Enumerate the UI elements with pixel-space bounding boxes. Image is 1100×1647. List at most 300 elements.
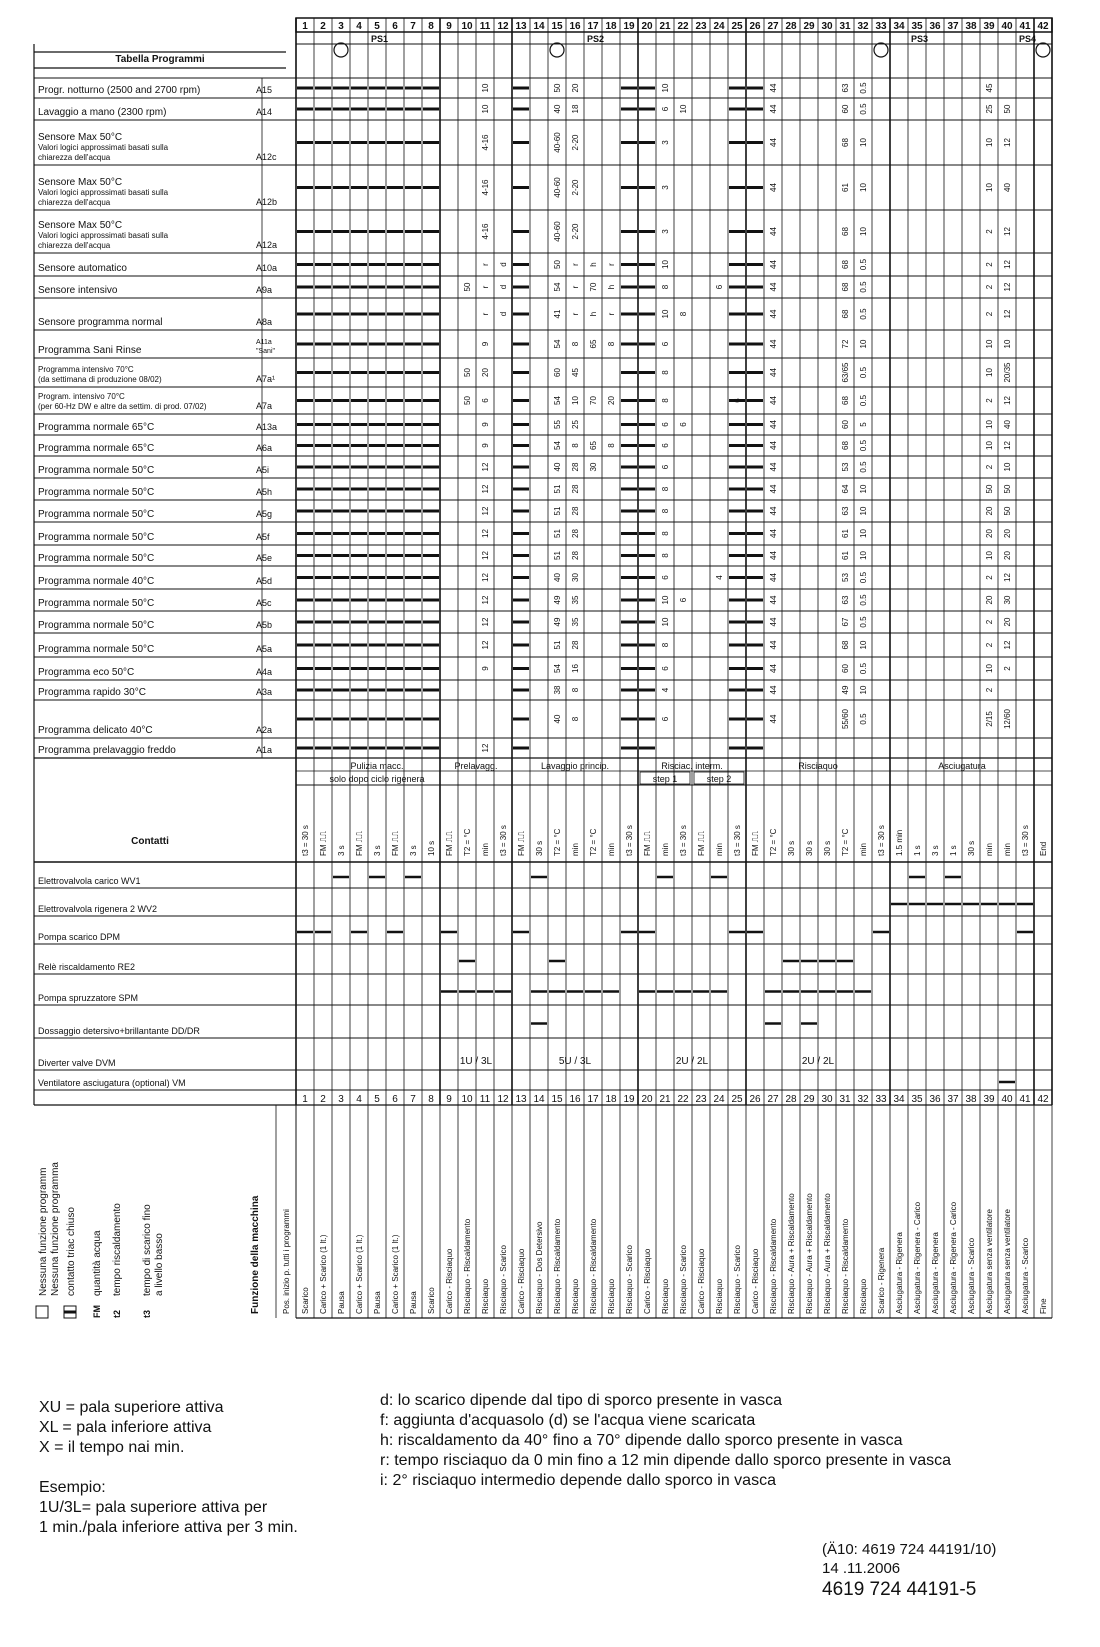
- program-value: d: [499, 262, 508, 267]
- column-number: 21: [659, 21, 671, 32]
- program-name: Programma normale 50°C: [38, 553, 155, 564]
- program-name: Programma normale 50°C: [38, 598, 155, 609]
- contact-name: Diverter valve DVM: [38, 1058, 116, 1068]
- program-value: 12: [1003, 396, 1012, 405]
- program-value: 50: [553, 260, 562, 269]
- program-value: 10: [661, 309, 670, 319]
- program-value: 20: [607, 396, 616, 405]
- program-value: 10: [679, 104, 688, 114]
- program-value: 12: [1003, 640, 1012, 650]
- pressure-switch-icon: [1036, 43, 1050, 57]
- document-number: 4619 724 44191-5: [822, 1579, 977, 1600]
- step-function: Scarico: [427, 1287, 436, 1314]
- legend-text: tempo di scarico fino: [142, 1204, 153, 1296]
- program-value: r: [571, 285, 580, 289]
- step-parameter: t3 = 30 s: [625, 825, 634, 856]
- program-value: 10: [661, 260, 670, 269]
- program-value: 10: [985, 368, 994, 377]
- program-value: 38: [553, 685, 562, 695]
- step-label: step 2: [706, 774, 732, 784]
- column-number: 18: [605, 21, 617, 32]
- program-value: 28: [571, 640, 580, 650]
- program-value: 0.5: [859, 461, 868, 473]
- program-code: A5i: [256, 465, 270, 475]
- legend-left: [39, 1398, 298, 1538]
- pressure-switch-icon: [550, 43, 564, 57]
- program-value: 4: [661, 687, 670, 693]
- program-name: (da settimana di produzione 08/02): [38, 375, 162, 384]
- program-value: 8: [661, 642, 670, 648]
- program-value: 53: [841, 462, 850, 472]
- step-function: Fine: [1039, 1298, 1048, 1314]
- program-name: Sensore automatico: [38, 263, 127, 274]
- step-function: Carico - Risciaquo: [751, 1248, 760, 1314]
- pressure-switch-icon: [874, 43, 888, 57]
- program-value: 70: [589, 282, 598, 292]
- column-number: 25: [731, 21, 743, 32]
- column-number: 19: [623, 1094, 635, 1105]
- step-function: Risciaquo - Aura + Riscaldamento: [823, 1193, 832, 1314]
- program-value: 12: [1003, 138, 1012, 147]
- program-name: Sensore Max 50°C: [38, 220, 123, 231]
- program-value: 6: [481, 398, 490, 403]
- step-function: Risciaquo: [859, 1278, 868, 1314]
- program-value: 20: [1003, 529, 1012, 538]
- step-function: Carico - Risciaquo: [643, 1248, 652, 1314]
- column-number: 28: [785, 1094, 797, 1105]
- program-value: 30: [589, 462, 598, 472]
- program-name: Programma normale 65°C: [38, 422, 155, 433]
- column-number: 41: [1019, 1094, 1031, 1105]
- program-code: A5g: [256, 509, 273, 519]
- step-function: Carico + Scarico (1 lt.): [391, 1234, 400, 1314]
- step-function: Asciugatura - Rigenera - Carico: [913, 1201, 922, 1314]
- program-value: 55/60: [841, 708, 850, 730]
- program-code: A12b: [256, 197, 278, 207]
- program-value: 0.5: [859, 439, 868, 452]
- step-function: Risciaquo: [481, 1278, 490, 1314]
- program-value: 20: [1003, 617, 1012, 627]
- phase-label: Lavaggio princip.: [540, 761, 610, 771]
- program-value: 12: [481, 506, 490, 516]
- column-number: 20: [641, 21, 653, 32]
- function-header: Funzione della macchina: [250, 1195, 261, 1314]
- step-parameter: t3 = 30 s: [733, 825, 742, 856]
- program-value: 2: [985, 687, 994, 693]
- program-value: 30: [571, 573, 580, 582]
- program-value: 2: [985, 619, 994, 625]
- program-value: 12: [481, 573, 490, 582]
- step-parameter: 1 s: [913, 845, 922, 856]
- program-value: 3: [661, 140, 670, 145]
- program-value: r: [571, 312, 580, 316]
- program-value: 6: [661, 443, 670, 448]
- column-number: 2: [320, 1094, 326, 1105]
- legend-line: XL = pala inferiore attiva: [39, 1419, 212, 1436]
- program-value: 9: [481, 666, 490, 671]
- program-value: 44: [769, 441, 778, 450]
- program-value: 8: [571, 341, 580, 347]
- diverter-label: 2U / 2L: [675, 1056, 709, 1067]
- legend-text: Nessuna funzione programm: [38, 1167, 49, 1296]
- program-code: A1a: [256, 745, 273, 755]
- program-value: 10: [859, 484, 868, 494]
- program-value: 16: [571, 664, 580, 673]
- program-value: 6: [661, 666, 670, 671]
- step-parameter: 30 s: [823, 840, 832, 856]
- program-code: A5c: [256, 598, 272, 608]
- program-value: 2: [985, 229, 994, 234]
- program-value: 64: [841, 484, 850, 494]
- column-number: 32: [857, 21, 869, 32]
- program-name: Programma normale 50°C: [38, 532, 155, 543]
- program-value: 0.5: [859, 366, 868, 379]
- program-value: 8: [571, 687, 580, 693]
- step-parameter: T2 = °C: [769, 828, 778, 856]
- step-parameter: 3 s: [931, 845, 940, 856]
- program-value: 35: [571, 595, 580, 605]
- program-value: 4-16: [481, 134, 490, 151]
- program-value: 12: [1003, 573, 1012, 582]
- program-value: 20: [985, 595, 994, 605]
- step-function: Risciaquo: [661, 1278, 670, 1314]
- program-value: 60: [841, 104, 850, 114]
- legend-line: d: lo scarico dipende dal tipo di sporco presente in vasca: [380, 1392, 783, 1409]
- step-parameter: FM ⎍⎍: [751, 831, 760, 856]
- step-function: Carico + Scarico (1 lt.): [355, 1234, 364, 1314]
- step-parameter: FM ⎍⎍: [391, 831, 400, 856]
- program-value: 68: [841, 441, 850, 450]
- program-value: 68: [841, 640, 850, 650]
- program-name: Programma prelavaggio freddo: [38, 745, 176, 756]
- legend-text: Nessuna funzione programma: [50, 1162, 61, 1296]
- program-value: 6: [661, 716, 670, 722]
- program-value: 10: [481, 83, 490, 93]
- program-code: A5a: [256, 644, 273, 654]
- program-value: 8: [661, 398, 670, 403]
- program-code: A5e: [256, 553, 273, 563]
- program-name: Programma normale 50°C: [38, 620, 155, 631]
- column-number: 20: [641, 1094, 653, 1105]
- program-value: 40: [1003, 420, 1012, 429]
- diverter-label: 2U / 2L: [801, 1056, 835, 1067]
- program-value: 10: [859, 339, 868, 349]
- phase-label: Asciugatura: [938, 761, 986, 771]
- column-number: 15: [551, 21, 563, 32]
- program-value: 40-60: [553, 132, 562, 153]
- program-value: 51: [553, 640, 562, 650]
- program-value: 4-16: [481, 179, 490, 196]
- column-number: 27: [767, 21, 779, 32]
- program-value: 28: [571, 529, 580, 538]
- program-value: 2: [985, 575, 994, 580]
- program-value: r: [481, 263, 490, 266]
- program-value: 55: [553, 420, 562, 429]
- program-code: A8a: [256, 317, 273, 327]
- program-value: 12: [481, 462, 490, 472]
- step-parameter: FM ⎍⎍: [445, 831, 454, 856]
- contact-name: Pompa spruzzatore SPM: [38, 993, 139, 1003]
- column-number: 14: [533, 21, 545, 32]
- program-name: Valori logici approssimati basati sulla: [38, 188, 169, 197]
- program-value: r: [571, 263, 580, 266]
- program-value: 20/35: [1003, 362, 1012, 383]
- program-value: 28: [571, 551, 580, 560]
- program-value: 50: [985, 484, 994, 494]
- program-name: (per 60-Hz DW e altre da settim. di prod. 07/02): [38, 402, 207, 411]
- phase-label: Pulizia macc.: [350, 761, 404, 771]
- program-code: A7a: [256, 401, 273, 411]
- program-value: 44: [769, 685, 778, 695]
- program-value: 10: [985, 339, 994, 349]
- program-value: 10: [859, 227, 868, 236]
- program-value: 8: [679, 311, 688, 317]
- column-number: 8: [428, 21, 434, 32]
- program-value: 68: [841, 138, 850, 147]
- program-value: 9: [481, 341, 490, 347]
- program-name: Sensore programma normal: [38, 317, 163, 328]
- step-parameter: t3 = 30 s: [679, 825, 688, 856]
- step-parameter: t3 = 30 s: [1021, 825, 1030, 856]
- column-number: 29: [803, 21, 815, 32]
- program-value: 44: [769, 595, 778, 605]
- program-value: 12: [481, 529, 490, 538]
- column-number: 30: [821, 21, 833, 32]
- step-parameter: 1 s: [949, 845, 958, 856]
- program-value: 10: [985, 138, 994, 147]
- step-label: step 1: [652, 774, 678, 784]
- program-value: 6: [679, 422, 688, 427]
- column-number: 36: [929, 1094, 941, 1105]
- program-value: 10: [985, 441, 994, 450]
- program-value: 20: [481, 368, 490, 377]
- step-parameter: 30 s: [535, 840, 544, 856]
- program-value: 68: [841, 309, 850, 319]
- pressure-switch-label: PS1: [371, 34, 389, 44]
- program-name: Programma intensivo 70°C: [38, 365, 134, 374]
- step-function: Pausa: [373, 1291, 382, 1314]
- step-parameter: 10 s: [427, 840, 436, 856]
- column-number: 11: [479, 1094, 491, 1105]
- program-value: 0.5: [859, 258, 868, 271]
- program-value: 20: [571, 83, 580, 93]
- program-value: 44: [769, 640, 778, 650]
- program-value: 18: [571, 104, 580, 114]
- column-number: 13: [515, 1094, 527, 1105]
- step-function: Asciugatura - Rigenera: [895, 1232, 904, 1314]
- program-value: 63: [841, 83, 850, 93]
- column-number: 17: [587, 21, 599, 32]
- program-code: "Sani": [256, 348, 275, 355]
- step-parameter: 3 s: [409, 845, 418, 856]
- column-number: 6: [392, 1094, 398, 1105]
- step-function: Asciugatura - Scarico: [967, 1237, 976, 1314]
- column-number: 14: [533, 1094, 545, 1105]
- program-name: Sensore Max 50°C: [38, 177, 123, 188]
- program-value: 20: [985, 529, 994, 538]
- step-parameter: 3 s: [337, 845, 346, 856]
- pressure-switch-label: PS2: [587, 34, 605, 44]
- program-value: h: [589, 311, 598, 317]
- program-value: 10: [661, 617, 670, 627]
- program-value: 40: [553, 462, 562, 472]
- program-value: 28: [571, 506, 580, 516]
- program-value: 12: [1003, 441, 1012, 450]
- program-value: 10: [661, 595, 670, 605]
- program-code: A3a: [256, 687, 273, 697]
- program-code: A4a: [256, 667, 273, 677]
- step-function: Pos. inizio p. tutti i programmi: [282, 1209, 291, 1314]
- column-number: 2: [320, 21, 326, 32]
- program-value: 10: [985, 183, 994, 192]
- program-value: 40-60: [553, 177, 562, 198]
- empty-box-icon: [36, 1306, 48, 1318]
- column-number: 42: [1037, 1094, 1049, 1105]
- program-value: 0.5: [859, 662, 868, 675]
- program-value: 50: [463, 282, 472, 292]
- step-function: Risciaquo - Riscaldamento: [553, 1218, 562, 1314]
- program-value: 0.5: [859, 713, 868, 725]
- program-value: 8: [571, 443, 580, 448]
- program-value: 54: [553, 282, 562, 292]
- program-value: d: [499, 284, 508, 290]
- step-parameter: FM ⎍⎍: [319, 831, 328, 856]
- pressure-switch-label: PS3: [911, 34, 929, 44]
- program-name: Programma normale 50°C: [38, 509, 155, 520]
- step-parameter: 30 s: [967, 840, 976, 856]
- program-value: 10: [985, 551, 994, 560]
- legend-line: 1 min./pala inferiore attiva per 3 min.: [39, 1519, 298, 1536]
- program-value: 12: [1003, 260, 1012, 269]
- program-value: 5: [859, 422, 868, 427]
- program-value: 0.5: [859, 616, 868, 628]
- program-value: 0.5: [859, 594, 868, 606]
- column-number: 24: [713, 1094, 725, 1105]
- program-value: 20: [985, 506, 994, 516]
- program-code: A15: [256, 85, 273, 95]
- column-number: 38: [965, 1094, 977, 1105]
- step-parameter: min: [607, 843, 616, 856]
- step-parameter: min: [571, 843, 580, 856]
- program-value: 10: [1003, 339, 1012, 349]
- program-value: 2-20: [571, 179, 580, 196]
- column-number: 38: [965, 21, 977, 32]
- step-function: Risciaquo - Aura + Riscaldamento: [787, 1193, 796, 1314]
- column-number: 36: [929, 21, 941, 32]
- program-value: 8: [607, 341, 616, 347]
- program-value: 54: [553, 339, 562, 349]
- pressure-switch-label: PS4: [1019, 34, 1037, 44]
- program-value: 3: [661, 185, 670, 190]
- program-value: 25: [571, 420, 580, 429]
- column-number: 30: [821, 1094, 833, 1105]
- column-number: 4: [356, 21, 362, 32]
- program-value: 8: [661, 486, 670, 492]
- program-value: d: [499, 311, 508, 317]
- step-parameter: min: [859, 843, 868, 856]
- program-name: Lavaggio a mano (2300 rpm): [38, 107, 167, 118]
- program-value: 6: [715, 284, 724, 290]
- program-value: 67: [841, 617, 850, 627]
- program-code: A5h: [256, 487, 273, 497]
- step-function: Risciaquo - Riscaldamento: [589, 1218, 598, 1314]
- program-value: 12: [481, 551, 490, 560]
- program-value: 10: [859, 685, 868, 695]
- step-function: Carico - Risciaquo: [517, 1248, 526, 1314]
- program-value: 12: [481, 595, 490, 605]
- program-value: 44: [769, 664, 778, 673]
- step-function: Risciaquo - Scarico: [733, 1245, 742, 1314]
- program-value: 53: [841, 573, 850, 582]
- column-number: 16: [569, 1094, 581, 1105]
- program-code: A14: [256, 107, 273, 117]
- program-value: 0.5: [859, 308, 868, 320]
- column-number: 35: [911, 21, 923, 32]
- program-value: 20: [1003, 551, 1012, 560]
- program-value: 6: [733, 398, 742, 403]
- program-value: 44: [769, 282, 778, 292]
- legend-symbol: FM: [92, 1305, 102, 1318]
- column-number: 17: [587, 1094, 599, 1105]
- step-function: Scarico - Rigenera: [877, 1247, 886, 1314]
- program-value: 44: [769, 506, 778, 516]
- column-number: 39: [983, 1094, 995, 1105]
- program-code: A11a: [256, 339, 272, 346]
- program-name: chiarezza dell'acqua: [38, 198, 111, 207]
- column-number: 6: [392, 21, 398, 32]
- legend-text: quantità acqua: [92, 1230, 103, 1296]
- program-value: 63: [841, 506, 850, 516]
- program-code: A10a: [256, 263, 278, 273]
- legend-line: [39, 1458, 298, 1478]
- column-number: 23: [695, 21, 707, 32]
- program-value: 2: [985, 398, 994, 403]
- program-value: 65: [589, 441, 598, 450]
- program-value: 8: [571, 716, 580, 722]
- program-value: 6: [661, 575, 670, 580]
- step-function: Asciugatura - Rigenera: [931, 1232, 940, 1314]
- step-parameter: t3 = 30 s: [301, 825, 310, 856]
- program-value: 12: [1003, 309, 1012, 319]
- program-value: 2-20: [571, 223, 580, 240]
- program-value: 8: [661, 284, 670, 290]
- program-value: 51: [553, 506, 562, 516]
- phase-sublabel: solo dopo ciclo rigenera: [329, 774, 425, 784]
- step-parameter: 1.5 min: [895, 829, 904, 856]
- step-parameter: t3 = 30 s: [499, 825, 508, 856]
- program-value: 0.5: [859, 103, 868, 115]
- legend-line: i: 2° risciaquo intermedio depende dallo sporco in vasca: [380, 1472, 776, 1489]
- contact-name: Relè riscaldamento RE2: [38, 962, 136, 972]
- column-number: 41: [1019, 21, 1031, 32]
- program-value: 68: [841, 260, 850, 269]
- step-parameter: FM ⎍⎍: [643, 831, 652, 856]
- step-function: Asciugatura senza ventilatore: [985, 1209, 994, 1314]
- program-value: 12: [1003, 282, 1012, 292]
- program-value: 44: [769, 309, 778, 319]
- contact-name: Pompa scarico DPM: [38, 932, 121, 942]
- column-number: 7: [410, 21, 416, 32]
- column-number: 31: [839, 21, 851, 32]
- legend-line: r: tempo risciaquo da 0 min fino a 12 min dipende dallo sporco presente in vasca: [380, 1452, 951, 1469]
- step-function: Risciaquo - Scarico: [625, 1245, 634, 1314]
- step-parameter: t3 = 30 s: [877, 825, 886, 856]
- program-value: 2: [985, 642, 994, 648]
- program-value: 8: [607, 443, 616, 448]
- program-value: 2: [985, 311, 994, 317]
- column-number: 35: [911, 1094, 923, 1105]
- program-value: 4: [715, 575, 724, 580]
